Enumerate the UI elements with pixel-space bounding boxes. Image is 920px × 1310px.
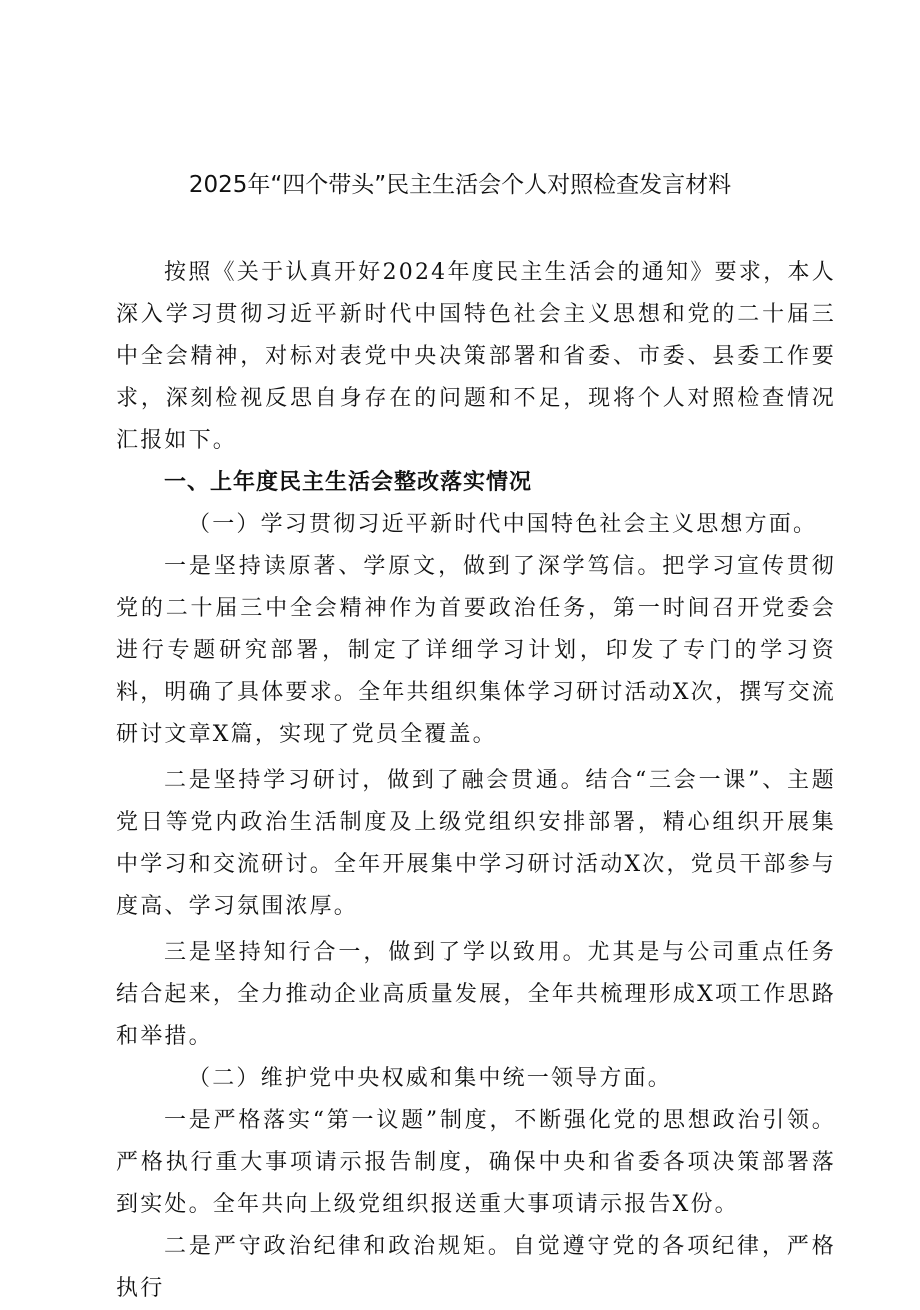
body-paragraph: 一是严格落实“第一议题”制度，不断强化党的思想政治引领。严格执行重大事项请示报告制度，确保中央和省委各项决策部署落到实处。全年共向上级党组织报送重大事项请示报告X份。 [116, 1108, 836, 1217]
intro-paragraph: 按照《关于认真开好2024年度民主生活会的通知》要求，本人深入学习贯彻习近平新时代中国特色社会主义思想和党的二十届三中全会精神，对标对表党中央决策部署和省委、市委、县委工作要求，深刻检视反思自身存在的问题和不足，现将个人对照检查情况汇报如下。 [116, 260, 836, 453]
body-paragraph: 一是坚持读原著、学原文，做到了深学笃信。把学习宣传贯彻党的二十届三中全会精神作为首要政治任务，第一时间召开党委会进行专题研究部署，制定了详细学习计划，印发了专门的学习资料，明确了具体要求。全年共组织集体学习研讨活动X次，撰写交流研讨文章X篇，实现了党员全覆盖。 [116, 554, 836, 747]
body-paragraph: 三是坚持知行合一，做到了学以致用。尤其是与公司重点任务结合起来，全力推动企业高质量发展，全年共梳理形成X项工作思路和举措。 [116, 940, 836, 1049]
section-heading-1: 一、上年度民主生活会整改落实情况 [164, 470, 533, 495]
subsection-heading-2: （二）维护党中央权威和集中统一领导方面。 [188, 1066, 673, 1091]
document-title: 2025年“四个带头”民主生活会个人对照检查发言材料 [188, 172, 732, 198]
subsection-heading-1: （一）学习贯彻习近平新时代中国特色社会主义思想方面。 [188, 512, 818, 537]
body-paragraph: 二是严守政治纪律和政治规矩。自觉遵守党的各项纪律，严格执行 [116, 1234, 836, 1301]
body-paragraph: 二是坚持学习研讨，做到了融会贯通。结合“三会一课”、主题党日等党内政治生活制度及上级党组织安排部署，精心组织开展集中学习和交流研讨。全年开展集中学习研讨活动X次，党员干部参与度高、学习氛围浓厚。 [116, 768, 836, 919]
document-body [116, 252, 836, 1310]
